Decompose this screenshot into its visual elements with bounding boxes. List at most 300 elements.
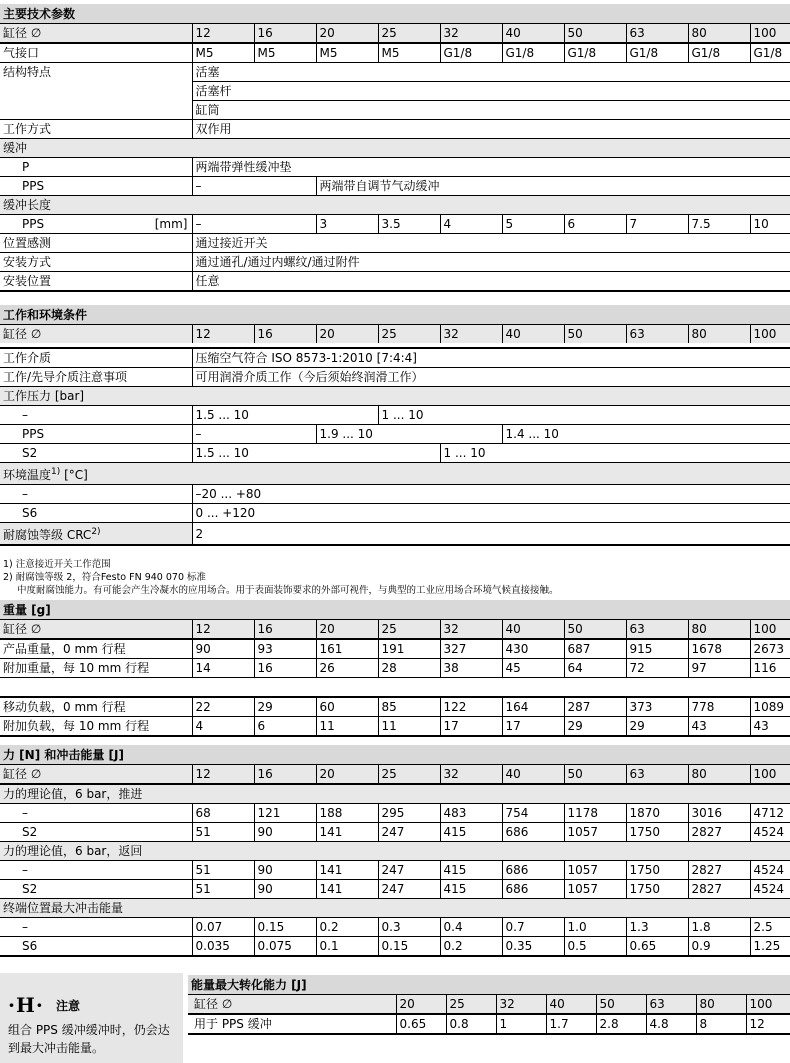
table-cell: 43 [688, 717, 750, 737]
table-cell: 483 [440, 804, 502, 823]
table-row [0, 620, 790, 640]
table-cell: 任意 [192, 272, 790, 292]
table-cell: 20 [396, 995, 446, 1015]
table-cell: 0.8 [446, 1014, 496, 1034]
bore-row [0, 24, 790, 44]
table-cell: 12 [192, 620, 254, 640]
table-cell: 28 [378, 659, 440, 678]
table-cell: 0.1 [316, 937, 378, 957]
table-cell [0, 387, 790, 406]
text-label: 环境温度 [3, 468, 52, 482]
table-cell: 164 [502, 697, 564, 717]
table-cell: 4 [192, 717, 254, 737]
table-cell: 16 [254, 765, 316, 785]
table-cell: 1.7 [546, 1014, 596, 1034]
text-label: 耐腐蚀等级 CRC [3, 528, 92, 542]
table-cell: 116 [750, 659, 790, 678]
table-cell: 活塞杆 [192, 82, 790, 101]
table-cell: 63 [626, 620, 688, 640]
table-cell [0, 523, 192, 546]
table-cell: 32 [440, 325, 502, 344]
table-cell: 11 [378, 717, 440, 737]
text-label: PPS [22, 217, 45, 231]
table-cell: 686 [502, 861, 564, 880]
table-cell: 10 [750, 215, 790, 234]
table-row [0, 425, 790, 444]
table-row [0, 937, 790, 957]
table-cell: 0.35 [502, 937, 564, 957]
table-cell: G1/8 [502, 43, 564, 63]
table-cell: 188 [316, 804, 378, 823]
table-cell: 29 [564, 717, 626, 737]
table-cell: – [192, 177, 316, 196]
table-cell: 缸径 ∅ [0, 765, 192, 785]
table-cell: 缸筒 [192, 101, 790, 120]
table-cell: 64 [564, 659, 626, 678]
table-row [0, 697, 790, 717]
table-cell: 终端位置最大冲击能量 [0, 899, 790, 918]
text-label: 2) [91, 527, 101, 537]
footnote-2-detail: 中度耐腐蚀能力。有可能会产生冷凝水的应用场合。用于表面装饰要求的外部可视件，与典型的工业应用场合环境气候直接接触。 [17, 585, 559, 596]
table-cell: 63 [626, 325, 688, 344]
table-cell: 430 [502, 639, 564, 659]
table-cell: 双作用 [192, 120, 790, 139]
table-row [0, 765, 790, 785]
table-cell: 93 [254, 639, 316, 659]
table-cell: 1870 [626, 804, 688, 823]
table-row [0, 158, 790, 177]
table-row [0, 823, 790, 842]
table-cell: 2.5 [750, 918, 790, 937]
table-cell: 2827 [688, 823, 750, 842]
table-cell: 1 ... 10 [440, 444, 790, 463]
table-row [0, 659, 790, 678]
table-cell: 51 [192, 823, 254, 842]
table-cell: 778 [688, 697, 750, 717]
cushion-length-row [0, 215, 790, 234]
note-box [0, 973, 183, 1063]
table-cell: 40 [502, 620, 564, 640]
table-cell: 安装方式 [0, 253, 192, 272]
table-cell: –20 ... +80 [192, 485, 790, 504]
table-cell: 80 [696, 995, 746, 1015]
table-cell: 缓冲 [0, 139, 790, 158]
table-cell: 141 [316, 823, 378, 842]
table-cell: 247 [378, 861, 440, 880]
table-cell: 1.5 ... 10 [192, 444, 440, 463]
table-cell: 力的理论值，6 bar，推进 [0, 784, 790, 804]
table-cell [0, 215, 192, 234]
table-cell: 32 [496, 995, 546, 1015]
operation-row [0, 120, 790, 139]
table-row [0, 745, 790, 765]
table-cell: 17 [502, 717, 564, 737]
footnote-2: 2) 耐腐蚀等级 2，符合Festo FN 940 070 标准 [3, 572, 207, 583]
table-cell: 0.15 [378, 937, 440, 957]
table-cell: 100 [750, 24, 790, 44]
table-cell: G1/8 [688, 43, 750, 63]
table-cell: 16 [254, 24, 316, 44]
table-row [0, 784, 790, 804]
table-row [0, 899, 790, 918]
table-cell: 161 [316, 639, 378, 659]
table-cell: 1.5 ... 10 [192, 406, 378, 425]
table-cell: 0.65 [626, 937, 688, 957]
table-cell: 0.035 [192, 937, 254, 957]
table-row [188, 1014, 790, 1034]
table-cell: 力的理论值，6 bar，返回 [0, 842, 790, 861]
table-row [0, 485, 790, 504]
table-cell: 缸径 ∅ [0, 325, 192, 344]
table-cell: 1 ... 10 [378, 406, 790, 425]
table-cell: 0.2 [440, 937, 502, 957]
table-cell: S6 [0, 937, 192, 957]
table-cell: 气接口 [0, 43, 192, 63]
weight-table [0, 600, 790, 737]
table-cell: 90 [254, 823, 316, 842]
table-row [0, 523, 790, 546]
table-cell: 20 [316, 765, 378, 785]
table-cell: 附加负载，每 10 mm 行程 [0, 717, 192, 737]
table-cell: 50 [564, 765, 626, 785]
table-cell: 通过接近开关 [192, 234, 790, 253]
table-cell: M5 [254, 43, 316, 63]
text-label: [mm] [154, 217, 188, 231]
table-cell: 20 [316, 24, 378, 44]
table-cell: 安装位置 [0, 272, 192, 292]
table-cell: 32 [440, 765, 502, 785]
table-cell: 38 [440, 659, 502, 678]
table-cell: 100 [750, 765, 790, 785]
table-cell: 4.8 [646, 1014, 696, 1034]
table-cell: 26 [316, 659, 378, 678]
table-cell: 29 [254, 697, 316, 717]
table-cell: 100 [750, 325, 790, 344]
table-cell: 工作方式 [0, 120, 192, 139]
table-cell: 2 [192, 523, 790, 546]
table-cell: 122 [440, 697, 502, 717]
table-cell: 16 [254, 620, 316, 640]
table-cell: 247 [378, 880, 440, 899]
table-cell: 12 [192, 765, 254, 785]
table-cell: 40 [502, 325, 564, 344]
table-cell: – [0, 861, 192, 880]
table-cell: 1.0 [564, 918, 626, 937]
table-cell: 0.5 [564, 937, 626, 957]
energy-title: 能量最大转化能力 [J] [188, 975, 790, 995]
table-row [0, 842, 790, 861]
table-cell: 97 [688, 659, 750, 678]
table-cell: 141 [316, 861, 378, 880]
table-cell: 活塞 [192, 63, 790, 82]
table-row [0, 368, 790, 387]
table-cell: 45 [502, 659, 564, 678]
table-row [0, 444, 790, 463]
table-cell: 0.3 [378, 918, 440, 937]
table-cell: 51 [192, 880, 254, 899]
table-cell: 287 [564, 697, 626, 717]
table-row [188, 995, 790, 1015]
table-cell: 两端带自调节气动缓冲 [316, 177, 790, 196]
table-cell: PPS [0, 425, 192, 444]
text-label: [°C] [64, 468, 88, 482]
table-cell: 25 [378, 765, 440, 785]
table-cell: 32 [440, 620, 502, 640]
table-cell: 100 [750, 620, 790, 640]
table-cell: 20 [316, 325, 378, 344]
note-text: 组合 PPS 缓冲缓冲时，仍会达到最大冲击能量。 [8, 1023, 170, 1055]
table-cell: G1/8 [750, 43, 790, 63]
table-row [0, 717, 790, 737]
table-cell: 1750 [626, 861, 688, 880]
bore-label: 缸径 ∅ [0, 24, 192, 44]
table-cell: 3016 [688, 804, 750, 823]
table-cell: 12 [746, 1014, 790, 1034]
table-cell: 1678 [688, 639, 750, 659]
table-cell: 25 [378, 620, 440, 640]
table-cell: 7 [626, 215, 688, 234]
force-title: 力 [N] 和冲击能量 [J] [0, 745, 790, 765]
table-row [0, 177, 790, 196]
table-cell: 51 [192, 861, 254, 880]
table-cell: 25 [378, 325, 440, 344]
table-cell: 50 [564, 325, 626, 344]
table-cell: 247 [378, 823, 440, 842]
table-cell: 2827 [688, 880, 750, 899]
table-cell: 2827 [688, 861, 750, 880]
table-cell: 915 [626, 639, 688, 659]
table-row [0, 139, 790, 158]
table-cell: 373 [626, 697, 688, 717]
table-cell: 63 [626, 24, 688, 44]
table-cell: 3.5 [378, 215, 440, 234]
port-row [0, 43, 790, 63]
table-cell: 可用润滑介质工作（今后须始终润滑工作） [192, 368, 790, 387]
table-cell: 0.4 [440, 918, 502, 937]
table-cell: 60 [316, 697, 378, 717]
table-cell: 5 [502, 215, 564, 234]
table-cell: 40 [502, 765, 564, 785]
table-row [0, 504, 790, 523]
table-cell: 1 [496, 1014, 546, 1034]
table-cell: 产品重量，0 mm 行程 [0, 639, 192, 659]
table-cell: 0.15 [254, 918, 316, 937]
table-cell: 22 [192, 697, 254, 717]
table-cell: 0 ... +120 [192, 504, 790, 523]
table-row [188, 975, 790, 995]
table-cell: 16 [254, 659, 316, 678]
table-cell: – [0, 406, 192, 425]
table-cell: 缸径 ∅ [188, 995, 396, 1015]
table-cell: G1/8 [440, 43, 502, 63]
table-row [0, 387, 790, 406]
table-cell: 4524 [750, 823, 790, 842]
table-row [0, 325, 790, 344]
table-cell: 8 [696, 1014, 746, 1034]
table-row [0, 918, 790, 937]
table-cell: M5 [192, 43, 254, 63]
main-specs-title: 主要技术参数 [0, 4, 790, 24]
table-cell: 1089 [750, 697, 790, 717]
table-cell: – [0, 804, 192, 823]
table-cell: 1057 [564, 861, 626, 880]
table-cell: 16 [254, 325, 316, 344]
table-cell: 40 [546, 995, 596, 1015]
table-cell: 6 [254, 717, 316, 737]
table-cell: – [192, 215, 316, 234]
table-cell: 1.8 [688, 918, 750, 937]
table-cell: 90 [254, 880, 316, 899]
table-cell: 50 [564, 24, 626, 44]
table-cell: 缸径 ∅ [0, 620, 192, 640]
table-cell: 25 [446, 995, 496, 1015]
table-cell: 14 [192, 659, 254, 678]
table-cell: 415 [440, 861, 502, 880]
table-cell: P [0, 158, 192, 177]
env-table [0, 305, 790, 546]
table-cell: 90 [254, 861, 316, 880]
table-cell: 295 [378, 804, 440, 823]
table-cell: 12 [192, 24, 254, 44]
force-table [0, 745, 790, 957]
main-specs-table [0, 4, 790, 292]
table-cell: 415 [440, 823, 502, 842]
table-cell: 0.9 [688, 937, 750, 957]
table-cell: 1750 [626, 880, 688, 899]
table-cell: – [0, 918, 192, 937]
table-cell: 6 [564, 215, 626, 234]
table-row [0, 406, 790, 425]
energy-table [188, 975, 790, 1035]
table-cell: 0.65 [396, 1014, 446, 1034]
table-cell: 20 [316, 620, 378, 640]
table-cell: M5 [316, 43, 378, 63]
table-cell: 43 [750, 717, 790, 737]
text-label: [bar] [54, 389, 85, 403]
table-cell: 80 [688, 325, 750, 344]
table-cell: S2 [0, 823, 192, 842]
table-cell: 50 [564, 620, 626, 640]
table-cell: S2 [0, 880, 192, 899]
table-cell: 1057 [564, 880, 626, 899]
table-cell: 用于 PPS 缓冲 [188, 1014, 396, 1034]
text-label: 1) [51, 467, 61, 477]
table-cell: 缓冲长度 [0, 196, 790, 215]
table-cell: PPS [0, 177, 192, 196]
table-cell: 40 [502, 24, 564, 44]
table-cell: 0.7 [502, 918, 564, 937]
weight-title: 重量 [g] [0, 600, 790, 620]
table-cell: 686 [502, 823, 564, 842]
table-cell: 80 [688, 24, 750, 44]
table-row [0, 600, 790, 620]
table-cell: 4524 [750, 880, 790, 899]
table-cell: 50 [596, 995, 646, 1015]
table-cell: 压缩空气符合 ISO 8573-1:2010 [7:4:4] [192, 348, 790, 368]
note-title: 注意 [56, 999, 81, 1013]
table-cell: 1.3 [626, 918, 688, 937]
table-cell: 4712 [750, 804, 790, 823]
table-cell: 7.5 [688, 215, 750, 234]
table-cell: 2.8 [596, 1014, 646, 1034]
text-label: 工作压力 [3, 389, 52, 403]
table-cell: 两端带弹性缓冲垫 [192, 158, 790, 177]
table-row [0, 880, 790, 899]
table-cell: 29 [626, 717, 688, 737]
table-cell: M5 [378, 43, 440, 63]
table-cell: 72 [626, 659, 688, 678]
table-cell: 1.25 [750, 937, 790, 957]
env-title: 工作和环境条件 [0, 305, 790, 325]
table-cell: – [192, 425, 316, 444]
table-cell: 工作/先导介质注意事项 [0, 368, 192, 387]
table-cell: 80 [688, 620, 750, 640]
table-cell: 80 [688, 765, 750, 785]
table-cell: 63 [626, 765, 688, 785]
table-cell: 0.2 [316, 918, 378, 937]
table-row [0, 639, 790, 659]
table-cell: 32 [440, 24, 502, 44]
table-cell: 2673 [750, 639, 790, 659]
table-cell: 687 [564, 639, 626, 659]
table-cell: G1/8 [626, 43, 688, 63]
table-cell: 68 [192, 804, 254, 823]
table-cell: 1178 [564, 804, 626, 823]
table-cell: 移动负载，0 mm 行程 [0, 697, 192, 717]
table-cell: 63 [646, 995, 696, 1015]
table-cell: S6 [0, 504, 192, 523]
table-cell: 100 [746, 995, 790, 1015]
table-cell: 0.07 [192, 918, 254, 937]
table-cell: 工作介质 [0, 348, 192, 368]
table-row [0, 272, 790, 292]
table-cell: 686 [502, 880, 564, 899]
footnote-1: 1) 注意接近开关工作范围 [3, 559, 111, 570]
table-cell: 90 [192, 639, 254, 659]
table-cell: S2 [0, 444, 192, 463]
table-cell: 4524 [750, 861, 790, 880]
table-row [0, 196, 790, 215]
table-row [0, 861, 790, 880]
table-cell: 25 [378, 24, 440, 44]
table-row [0, 678, 790, 698]
table-cell: 0.075 [254, 937, 316, 957]
table-row [0, 804, 790, 823]
table-cell: G1/8 [564, 43, 626, 63]
table-cell: 通过通孔/通过内螺纹/通过附件 [192, 253, 790, 272]
table-row [0, 234, 790, 253]
table-cell: – [0, 485, 192, 504]
table-cell: 415 [440, 880, 502, 899]
table-cell [0, 678, 790, 698]
table-cell: 1750 [626, 823, 688, 842]
table-cell: 1057 [564, 823, 626, 842]
table-row [0, 253, 790, 272]
table-cell: 754 [502, 804, 564, 823]
table-cell: 3 [316, 215, 378, 234]
table-cell: 4 [440, 215, 502, 234]
table-row [0, 305, 790, 325]
table-cell: 位置感测 [0, 234, 192, 253]
table-cell: 191 [378, 639, 440, 659]
table-row [0, 463, 790, 485]
table-cell: 85 [378, 697, 440, 717]
table-row [0, 348, 790, 368]
table-cell: 141 [316, 880, 378, 899]
table-row [0, 4, 790, 24]
footnotes [3, 558, 559, 597]
table-cell: 11 [316, 717, 378, 737]
